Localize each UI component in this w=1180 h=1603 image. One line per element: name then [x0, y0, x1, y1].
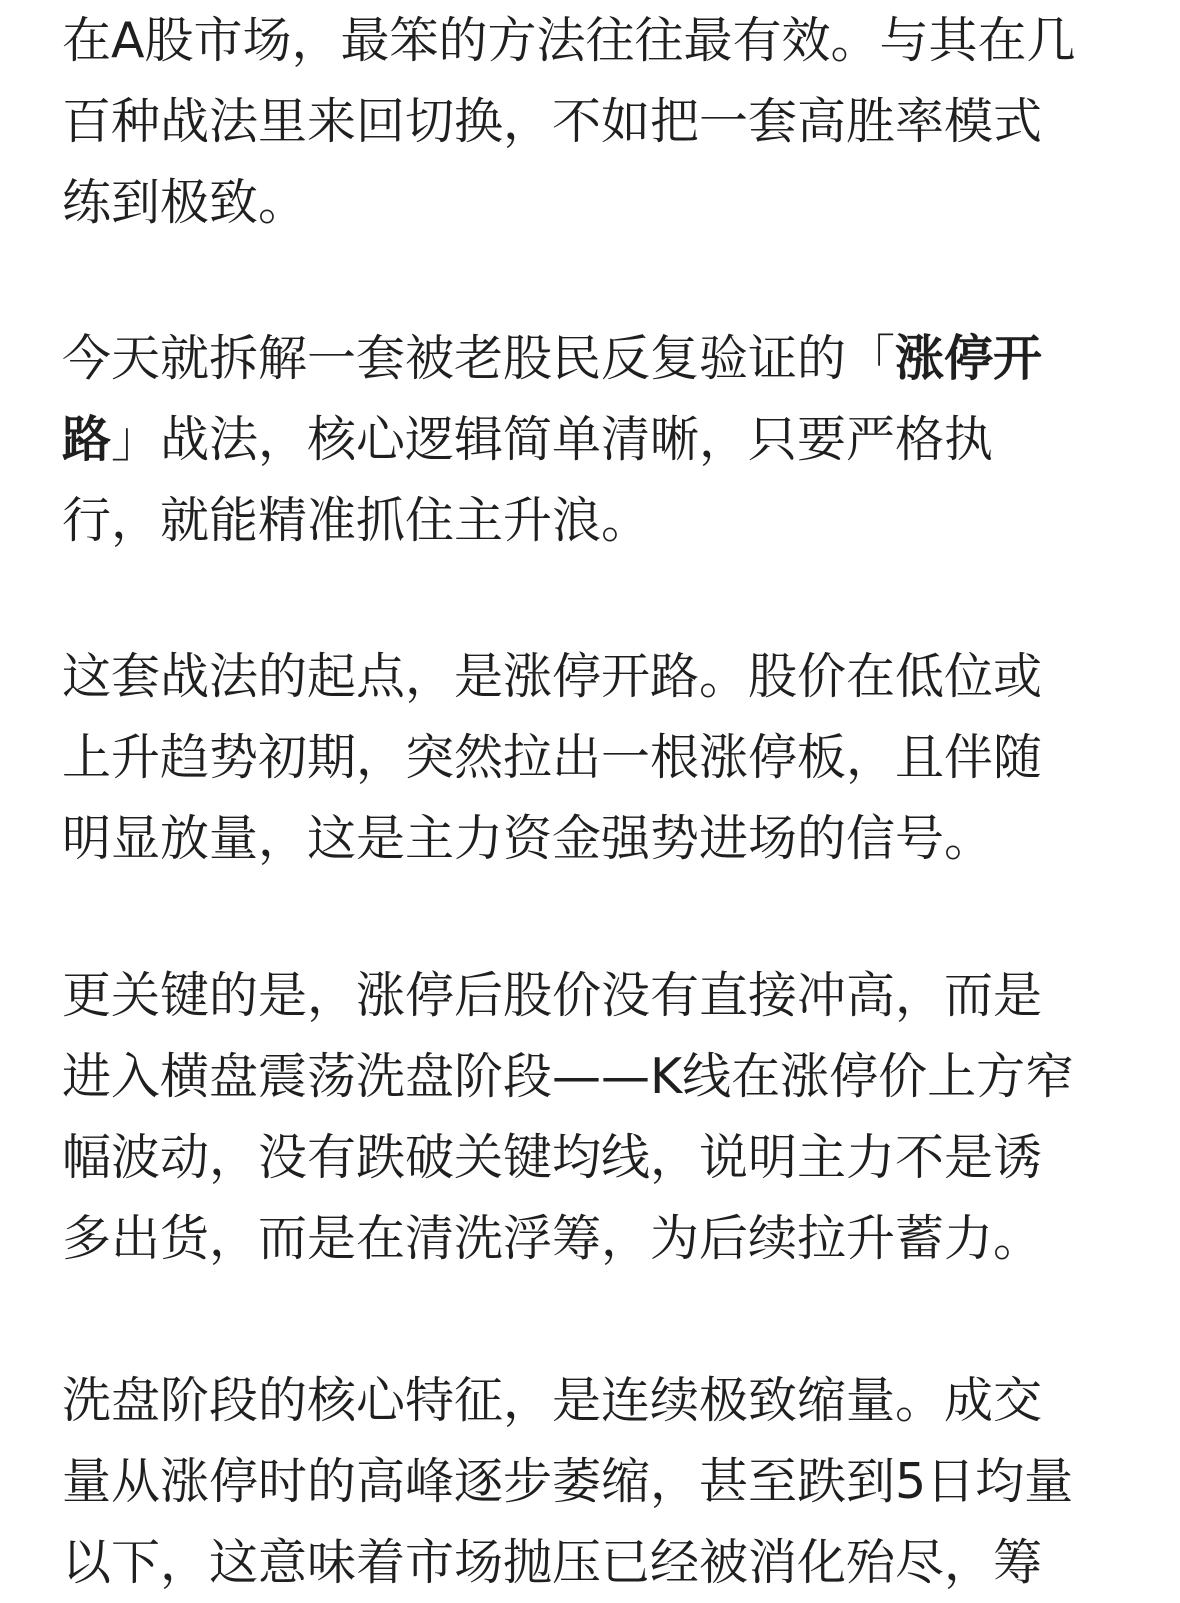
paragraph-4-line-1: 更关键的是，涨停后股价没有直接冲高，而是 — [62, 967, 1043, 1024]
paragraph-5-line-2: 量从涨停时的高峰逐步萎缩，甚至跌到5日均量 — [62, 1453, 1074, 1510]
strategy-name-highlight: 涨停开 — [895, 330, 1043, 387]
paragraph-1-line-3: 练到极致。 — [62, 174, 308, 231]
paragraph-5-line-3: 以下，这意味着市场抛压已经被消化殆尽，筹 — [62, 1534, 1043, 1591]
paragraph-1-line-1: 在A股市场，最笨的方法往往最有效。与其在几 — [62, 12, 1076, 69]
paragraph-5-line-1: 洗盘阶段的核心特征，是连续极致缩量。成交 — [62, 1372, 1043, 1429]
paragraph-5 — [62, 1360, 1073, 1603]
paragraph-4-line-2: 进入横盘震荡洗盘阶段——K线在涨停价上方窄 — [62, 1048, 1075, 1105]
paragraph-3 — [62, 636, 1042, 879]
paragraph-3-line-3: 明显放量，这是主力资金强势进场的信号。 — [62, 810, 994, 867]
paragraph-2 — [62, 318, 1042, 561]
paragraph-4 — [62, 955, 1074, 1279]
paragraph-3-line-2: 上升趋势初期，突然拉出一根涨停板，且伴随 — [62, 729, 1043, 786]
paragraph-2-text: 」战法，核心逻辑简单清晰，只要严格执 — [111, 411, 994, 468]
paragraph-3-line-1: 这套战法的起点，是涨停开路。股价在低位或 — [62, 648, 1043, 705]
paragraph-1 — [62, 0, 1076, 243]
paragraph-2-line-1 — [62, 318, 1042, 399]
paragraph-4-line-4: 多出货，而是在清洗浮筹，为后续拉升蓄力。 — [62, 1210, 1043, 1267]
paragraph-2-line-2 — [62, 399, 1042, 480]
paragraph-2-text: 今天就拆解一套被老股民反复验证的「 — [62, 330, 896, 387]
paragraph-2-line-3: 行，就能精准抓住主升浪。 — [62, 492, 651, 549]
paragraph-1-line-2: 百种战法里来回切换，不如把一套高胜率模式 — [62, 93, 1043, 150]
strategy-name-highlight-end: 路 — [62, 411, 112, 468]
paragraph-4-line-3: 幅波动，没有跌破关键均线，说明主力不是诱 — [62, 1129, 1043, 1186]
